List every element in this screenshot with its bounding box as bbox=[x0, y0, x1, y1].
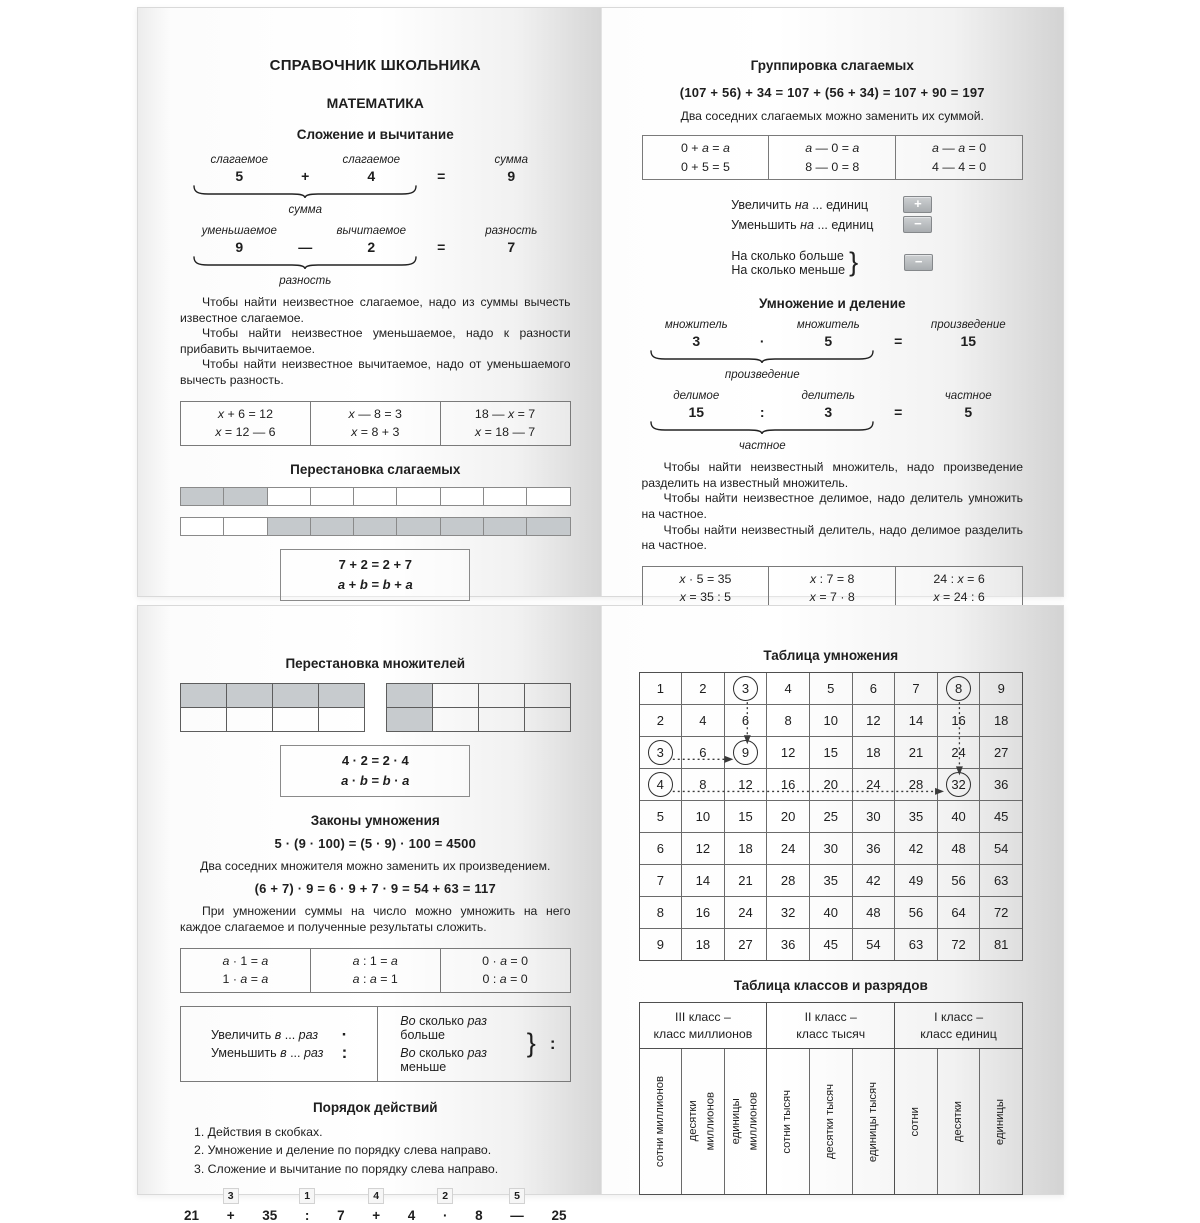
increase-line: Увеличить на ... единиц bbox=[731, 197, 869, 212]
table-cell: 7 bbox=[894, 673, 937, 704]
number-token: 8 bbox=[475, 1208, 483, 1223]
compare-block bbox=[731, 247, 933, 278]
equation-cell: x : 7 = 8 x = 7 · 8 bbox=[768, 567, 895, 610]
table-cell: 48 bbox=[937, 833, 980, 864]
factor-label: множитель bbox=[664, 319, 728, 332]
rule-paragraph: Чтобы найти неизвестный множитель, надо произведение разделить на известный множитель. bbox=[641, 460, 1023, 490]
minus-button: − bbox=[904, 254, 933, 271]
digit-place-cell: единицы bbox=[979, 1049, 1022, 1194]
table-cell bbox=[724, 737, 767, 768]
table-cell: 12 bbox=[681, 833, 724, 864]
table-cell: 12 bbox=[852, 705, 895, 736]
equation-cell: 24 : x = 6 x = 24 : 6 bbox=[895, 567, 1022, 610]
grouping-note: Два соседних слагаемых можно заменить их суммой. bbox=[680, 109, 984, 123]
multiplication-table bbox=[639, 672, 1024, 961]
digit-place-cell: десятки тысяч bbox=[809, 1049, 852, 1194]
equation-cell: a : 1 = a a : a = 1 bbox=[310, 949, 440, 992]
rule-paragraph: Чтобы найти неизвестное уменьшаемое, надо к разности прибавить вычитаемое. bbox=[180, 326, 571, 356]
table-cell: 63 bbox=[979, 865, 1022, 896]
table-cell: 14 bbox=[894, 705, 937, 736]
circled-number: 3 bbox=[648, 740, 673, 765]
product-label: произведение bbox=[930, 319, 1006, 332]
table-cell: 18 bbox=[979, 705, 1022, 736]
table-cell: 16 bbox=[766, 769, 809, 800]
strip-diagram bbox=[180, 517, 571, 536]
digit-place-cell: единицы миллионов bbox=[724, 1049, 767, 1194]
equation-cell: 0 + a = a 0 + 5 = 5 bbox=[680, 141, 730, 174]
table-cell: 4 bbox=[766, 673, 809, 704]
zero-identities-table bbox=[642, 135, 1024, 180]
table-cell: 32 bbox=[766, 897, 809, 928]
minus-button: − bbox=[903, 216, 932, 233]
table-row bbox=[640, 832, 1023, 864]
divisor-label: делитель bbox=[801, 390, 855, 403]
digit-place-cell: десятки миллионов bbox=[681, 1049, 724, 1194]
number-token: 7 bbox=[337, 1208, 345, 1223]
increase-times-line: Увеличить в ... раз bbox=[211, 1027, 319, 1042]
table-cell: 5 bbox=[656, 809, 664, 824]
table-cell: 36 bbox=[852, 833, 895, 864]
table-cell: 12 bbox=[766, 737, 809, 768]
table-cell: 20 bbox=[766, 801, 809, 832]
section-heading: Таблица классов и разрядов bbox=[733, 978, 928, 993]
table-cell: 18 bbox=[724, 833, 767, 864]
table-cell: 81 bbox=[979, 929, 1022, 960]
list-item: 3. Сложение и вычитание по порядку слева направо. bbox=[194, 1161, 499, 1176]
table-row bbox=[640, 928, 1023, 960]
rule-paragraph: Чтобы найти неизвестный делитель, надо делимое разделить на частное. bbox=[641, 522, 1023, 553]
brace-label: сумма bbox=[288, 204, 323, 216]
table-cell: 40 bbox=[937, 801, 980, 832]
circled-number: 8 bbox=[946, 676, 971, 701]
distributive-equation: (6 + 7) · 9 = 6 · 9 + 7 · 9 = 54 + 63 = 117 bbox=[254, 881, 496, 897]
term-label: слагаемое bbox=[342, 154, 400, 166]
subtraction-diagram: уменьшаемое вычитаемое разность 9 — 2 = 7 разность bbox=[191, 225, 559, 287]
digit-place-cell: сотни bbox=[894, 1049, 937, 1194]
section-heading: Перестановка слагаемых bbox=[290, 461, 461, 477]
table-cell: 18 bbox=[681, 929, 724, 960]
plus-button: + bbox=[903, 196, 932, 213]
table-cell: 18 bbox=[852, 737, 895, 768]
table-cell: 36 bbox=[979, 769, 1022, 800]
page-multiplication-laws bbox=[138, 606, 601, 1223]
table-cell: 21 bbox=[724, 865, 767, 896]
table-row bbox=[640, 896, 1023, 928]
term-label: слагаемое bbox=[210, 154, 268, 166]
brace-label: разность bbox=[279, 275, 332, 287]
section-heading: Порядок действий bbox=[312, 1099, 438, 1115]
table-cell: 5 bbox=[809, 673, 852, 704]
table-cell: 72 bbox=[937, 929, 980, 960]
associative-equation: 5 · (9 · 100) = (5 · 9) · 100 = 4500 bbox=[274, 836, 477, 852]
underbrace bbox=[648, 350, 876, 363]
table-cell: 24 bbox=[766, 833, 809, 864]
order-badge: 3 bbox=[223, 1188, 239, 1204]
area-grid bbox=[180, 683, 365, 732]
addition-diagram: слагаемое слагаемое сумма 5 + 4 = 9 сумма bbox=[191, 154, 559, 216]
class-group-header: III класс – класс миллионов bbox=[653, 1010, 753, 1041]
table-cell: 8 bbox=[766, 705, 809, 736]
section-heading: Законы умножения bbox=[310, 813, 440, 829]
table-row bbox=[640, 736, 1023, 768]
table-cell: 27 bbox=[724, 929, 767, 960]
curly-brace: } bbox=[849, 247, 859, 278]
order-badge: 2 bbox=[437, 1188, 453, 1204]
rules-paragraphs bbox=[642, 460, 1024, 554]
circled-number: 32 bbox=[946, 772, 971, 797]
multiplication-table-wrap bbox=[639, 672, 1024, 961]
table-cell: 6 bbox=[852, 673, 895, 704]
circled-number: 3 bbox=[733, 676, 758, 701]
table-cell: 64 bbox=[937, 897, 980, 928]
rules-paragraphs bbox=[180, 295, 571, 389]
table-cell bbox=[724, 673, 767, 704]
table-cell: 72 bbox=[979, 897, 1022, 928]
curly-brace: } bbox=[526, 1028, 536, 1059]
table-cell bbox=[640, 769, 682, 800]
table-cell: 24 bbox=[937, 737, 980, 768]
table-cell bbox=[937, 673, 980, 704]
increase-decrease-block bbox=[731, 196, 933, 233]
equation-cell: x + 6 = 12 x = 12 — 6 bbox=[215, 406, 276, 440]
table-cell: 16 bbox=[681, 897, 724, 928]
multiply-symbol: · bbox=[341, 1024, 348, 1044]
equation-cell: a · 1 = a 1 · a = a bbox=[222, 953, 269, 987]
table-cell: 6 bbox=[681, 737, 724, 768]
dividend-label: делимое bbox=[673, 390, 720, 403]
equation-cell: x · 5 = 35 x = 35 : 5 bbox=[679, 571, 732, 605]
rule-paragraph: Чтобы найти неизвестное слагаемое, надо из суммы вычесть известное слагаемое. bbox=[180, 295, 571, 325]
factor-label: множитель bbox=[796, 319, 860, 332]
circled-number: 9 bbox=[733, 740, 758, 765]
table-cell: 21 bbox=[894, 737, 937, 768]
table-cell: 24 bbox=[724, 897, 767, 928]
strip-diagram bbox=[180, 487, 571, 506]
associative-note: Два соседних множителя можно заменить их произведением. bbox=[200, 859, 551, 874]
unknown-term-equations bbox=[180, 401, 571, 446]
table-cell: 8 bbox=[656, 905, 664, 920]
underbrace bbox=[191, 256, 419, 269]
times-more-line: Во сколько раз больше bbox=[400, 1013, 487, 1042]
order-badge: 1 bbox=[299, 1188, 315, 1204]
table-cell: 12 bbox=[724, 769, 767, 800]
classes-digits-table bbox=[639, 1002, 1024, 1195]
divide-symbol: : bbox=[549, 1033, 556, 1053]
table-cell: 40 bbox=[809, 897, 852, 928]
table-cell: 56 bbox=[937, 865, 980, 896]
subtrahend-label: вычитаемое bbox=[336, 225, 407, 237]
one-zero-identities-table bbox=[180, 948, 571, 993]
number-token: 21 bbox=[184, 1208, 200, 1223]
grouping-equation: (107 + 56) + 34 = 107 + (56 + 34) = 107 + 90 = 197 bbox=[679, 85, 985, 100]
table-cell: 28 bbox=[766, 865, 809, 896]
equation-cell: a — a = 0 4 — 4 = 0 bbox=[895, 136, 1022, 179]
order-rules-list bbox=[194, 1123, 571, 1178]
table-cell: 36 bbox=[766, 929, 809, 960]
table-cell: 54 bbox=[979, 833, 1022, 864]
operator-token: 3 + bbox=[227, 1208, 235, 1223]
table-row bbox=[640, 864, 1023, 896]
table-cell: 6 bbox=[656, 841, 664, 856]
table-cell: 20 bbox=[809, 769, 852, 800]
difference-label: разность bbox=[485, 225, 538, 237]
rule-paragraph: Чтобы найти неизвестное делимое, надо делитель умножить на частное. bbox=[641, 491, 1023, 522]
digit-place-cell: десятки bbox=[937, 1049, 980, 1194]
table-cell: 35 bbox=[894, 801, 937, 832]
commutative-identity-box: 4 · 2 = 2 · 4 a · b = b · a bbox=[280, 745, 470, 797]
table-cell: 63 bbox=[894, 929, 937, 960]
multiplication-diagram: множитель множитель произведение 3 · 5 = 15 произведение bbox=[648, 319, 1016, 381]
table-cell: 1 bbox=[656, 681, 664, 696]
divide-symbol: : bbox=[341, 1042, 348, 1062]
order-badge: 5 bbox=[509, 1188, 525, 1204]
number-token: 25 bbox=[551, 1208, 567, 1223]
book-title: СПРАВОЧНИК ШКОЛЬНИКА bbox=[269, 57, 481, 74]
table-cell: 25 bbox=[809, 801, 852, 832]
table-row bbox=[640, 768, 1023, 800]
table-cell: 4 bbox=[681, 705, 724, 736]
table-cell: 45 bbox=[979, 801, 1022, 832]
class-group-header: I класс – класс единиц bbox=[894, 1003, 1022, 1048]
table-cell: 24 bbox=[852, 769, 895, 800]
bottom-spread bbox=[137, 605, 1064, 1223]
table-row bbox=[640, 704, 1023, 736]
number-token: 35 bbox=[262, 1208, 278, 1223]
table-cell: 45 bbox=[809, 929, 852, 960]
page-tables bbox=[601, 606, 1064, 1194]
top-spread bbox=[137, 7, 1064, 605]
equation-cell: x — 8 = 3 x = 8 + 3 bbox=[310, 402, 440, 445]
table-cell: 15 bbox=[724, 801, 767, 832]
quotient-label: частное bbox=[944, 390, 992, 403]
table-cell: 10 bbox=[809, 705, 852, 736]
less-line: На сколько меньше bbox=[731, 262, 846, 277]
table-cell: 6 bbox=[724, 705, 767, 736]
table-row bbox=[640, 800, 1023, 832]
table-cell: 14 bbox=[681, 865, 724, 896]
decrease-times-line: Уменьшить в ... раз bbox=[211, 1045, 324, 1060]
table-cell: 8 bbox=[681, 769, 724, 800]
table-cell: 35 bbox=[809, 865, 852, 896]
table-cell: 49 bbox=[894, 865, 937, 896]
minuend-label: уменьшаемое bbox=[201, 225, 277, 237]
table-cell: 2 bbox=[681, 673, 724, 704]
table-cell bbox=[937, 769, 980, 800]
class-group-header: II класс – класс тысяч bbox=[766, 1003, 894, 1048]
underbrace bbox=[191, 185, 419, 198]
equation-cell: a — 0 = a 8 — 0 = 8 bbox=[768, 136, 895, 179]
order-expression bbox=[184, 1190, 567, 1223]
order-badge: 4 bbox=[368, 1188, 384, 1204]
more-line: На сколько больше bbox=[731, 248, 844, 263]
subject-title: МАТЕМАТИКА bbox=[326, 95, 424, 111]
section-heading: Сложение и вычитание bbox=[296, 127, 454, 142]
operator-token: 5 — bbox=[510, 1190, 524, 1223]
sum-label: сумма bbox=[494, 154, 529, 166]
table-cell bbox=[640, 737, 682, 768]
commutative-grids bbox=[180, 683, 571, 732]
equation-cell: 0 · a = 0 0 : a = 0 bbox=[440, 949, 570, 992]
number-token: 4 bbox=[407, 1208, 416, 1223]
digit-place-cell: сотни миллионов bbox=[653, 1076, 666, 1168]
table-cell: 48 bbox=[852, 897, 895, 928]
section-heading: Умножение и деление bbox=[758, 296, 906, 312]
times-less-line: Во сколько раз меньше bbox=[400, 1045, 487, 1074]
section-heading: Группировка слагаемых bbox=[750, 58, 914, 73]
operator-token: 1 : bbox=[305, 1208, 310, 1223]
table-cell: 56 bbox=[894, 897, 937, 928]
rule-paragraph: Чтобы найти неизвестное вычитаемое, надо от уменьшаемого вычесть разность. bbox=[180, 357, 571, 388]
table-cell: 42 bbox=[894, 833, 937, 864]
list-item: 1. Действия в скобках. bbox=[194, 1124, 323, 1139]
table-row bbox=[640, 673, 1023, 704]
page-grouping-mult-div bbox=[601, 8, 1064, 605]
table-cell: 9 bbox=[656, 937, 664, 952]
division-diagram: делимое делитель частное 15 : 3 = 5 частное bbox=[648, 390, 1016, 452]
table-cell: 7 bbox=[656, 873, 664, 888]
operator-token: 2 · bbox=[443, 1208, 448, 1223]
commutative-bars bbox=[180, 487, 571, 536]
table-cell: 15 bbox=[809, 737, 852, 768]
digit-place-cell: сотни тысяч bbox=[766, 1049, 809, 1194]
area-grid bbox=[386, 683, 571, 732]
underbrace bbox=[648, 421, 876, 434]
section-heading: Таблица умножения bbox=[763, 648, 899, 663]
table-cell: 30 bbox=[809, 833, 852, 864]
page-addition-subtraction bbox=[138, 8, 601, 596]
operator-token: 4 + bbox=[372, 1208, 380, 1223]
circled-number: 4 bbox=[648, 772, 673, 797]
brace-label: произведение bbox=[724, 369, 800, 382]
list-item: 2. Умножение и деление по порядку слева направо. bbox=[194, 1143, 492, 1158]
distributive-note: При умножении суммы на число можно умножить на него каждое слагаемое и полученные результаты сложить. bbox=[180, 904, 571, 934]
digit-place-cell: единицы тысяч bbox=[852, 1049, 895, 1194]
equation-cell: 18 — x = 7 x = 18 — 7 bbox=[440, 402, 570, 445]
section-heading: Перестановка множителей bbox=[285, 656, 466, 671]
table-cell: 28 bbox=[894, 769, 937, 800]
brace-label: частное bbox=[738, 440, 786, 453]
table-cell: 27 bbox=[979, 737, 1022, 768]
decrease-line: Уменьшить на ... единиц bbox=[731, 217, 874, 232]
table-cell: 10 bbox=[681, 801, 724, 832]
table-cell: 2 bbox=[656, 713, 664, 728]
table-cell: 42 bbox=[852, 865, 895, 896]
table-cell: 54 bbox=[852, 929, 895, 960]
table-cell: 9 bbox=[979, 673, 1022, 704]
times-ratio-box bbox=[180, 1006, 571, 1082]
commutative-identity-box: 7 + 2 = 2 + 7 a + b = b + a bbox=[280, 549, 470, 601]
table-cell: 16 bbox=[937, 705, 980, 736]
table-cell: 30 bbox=[852, 801, 895, 832]
